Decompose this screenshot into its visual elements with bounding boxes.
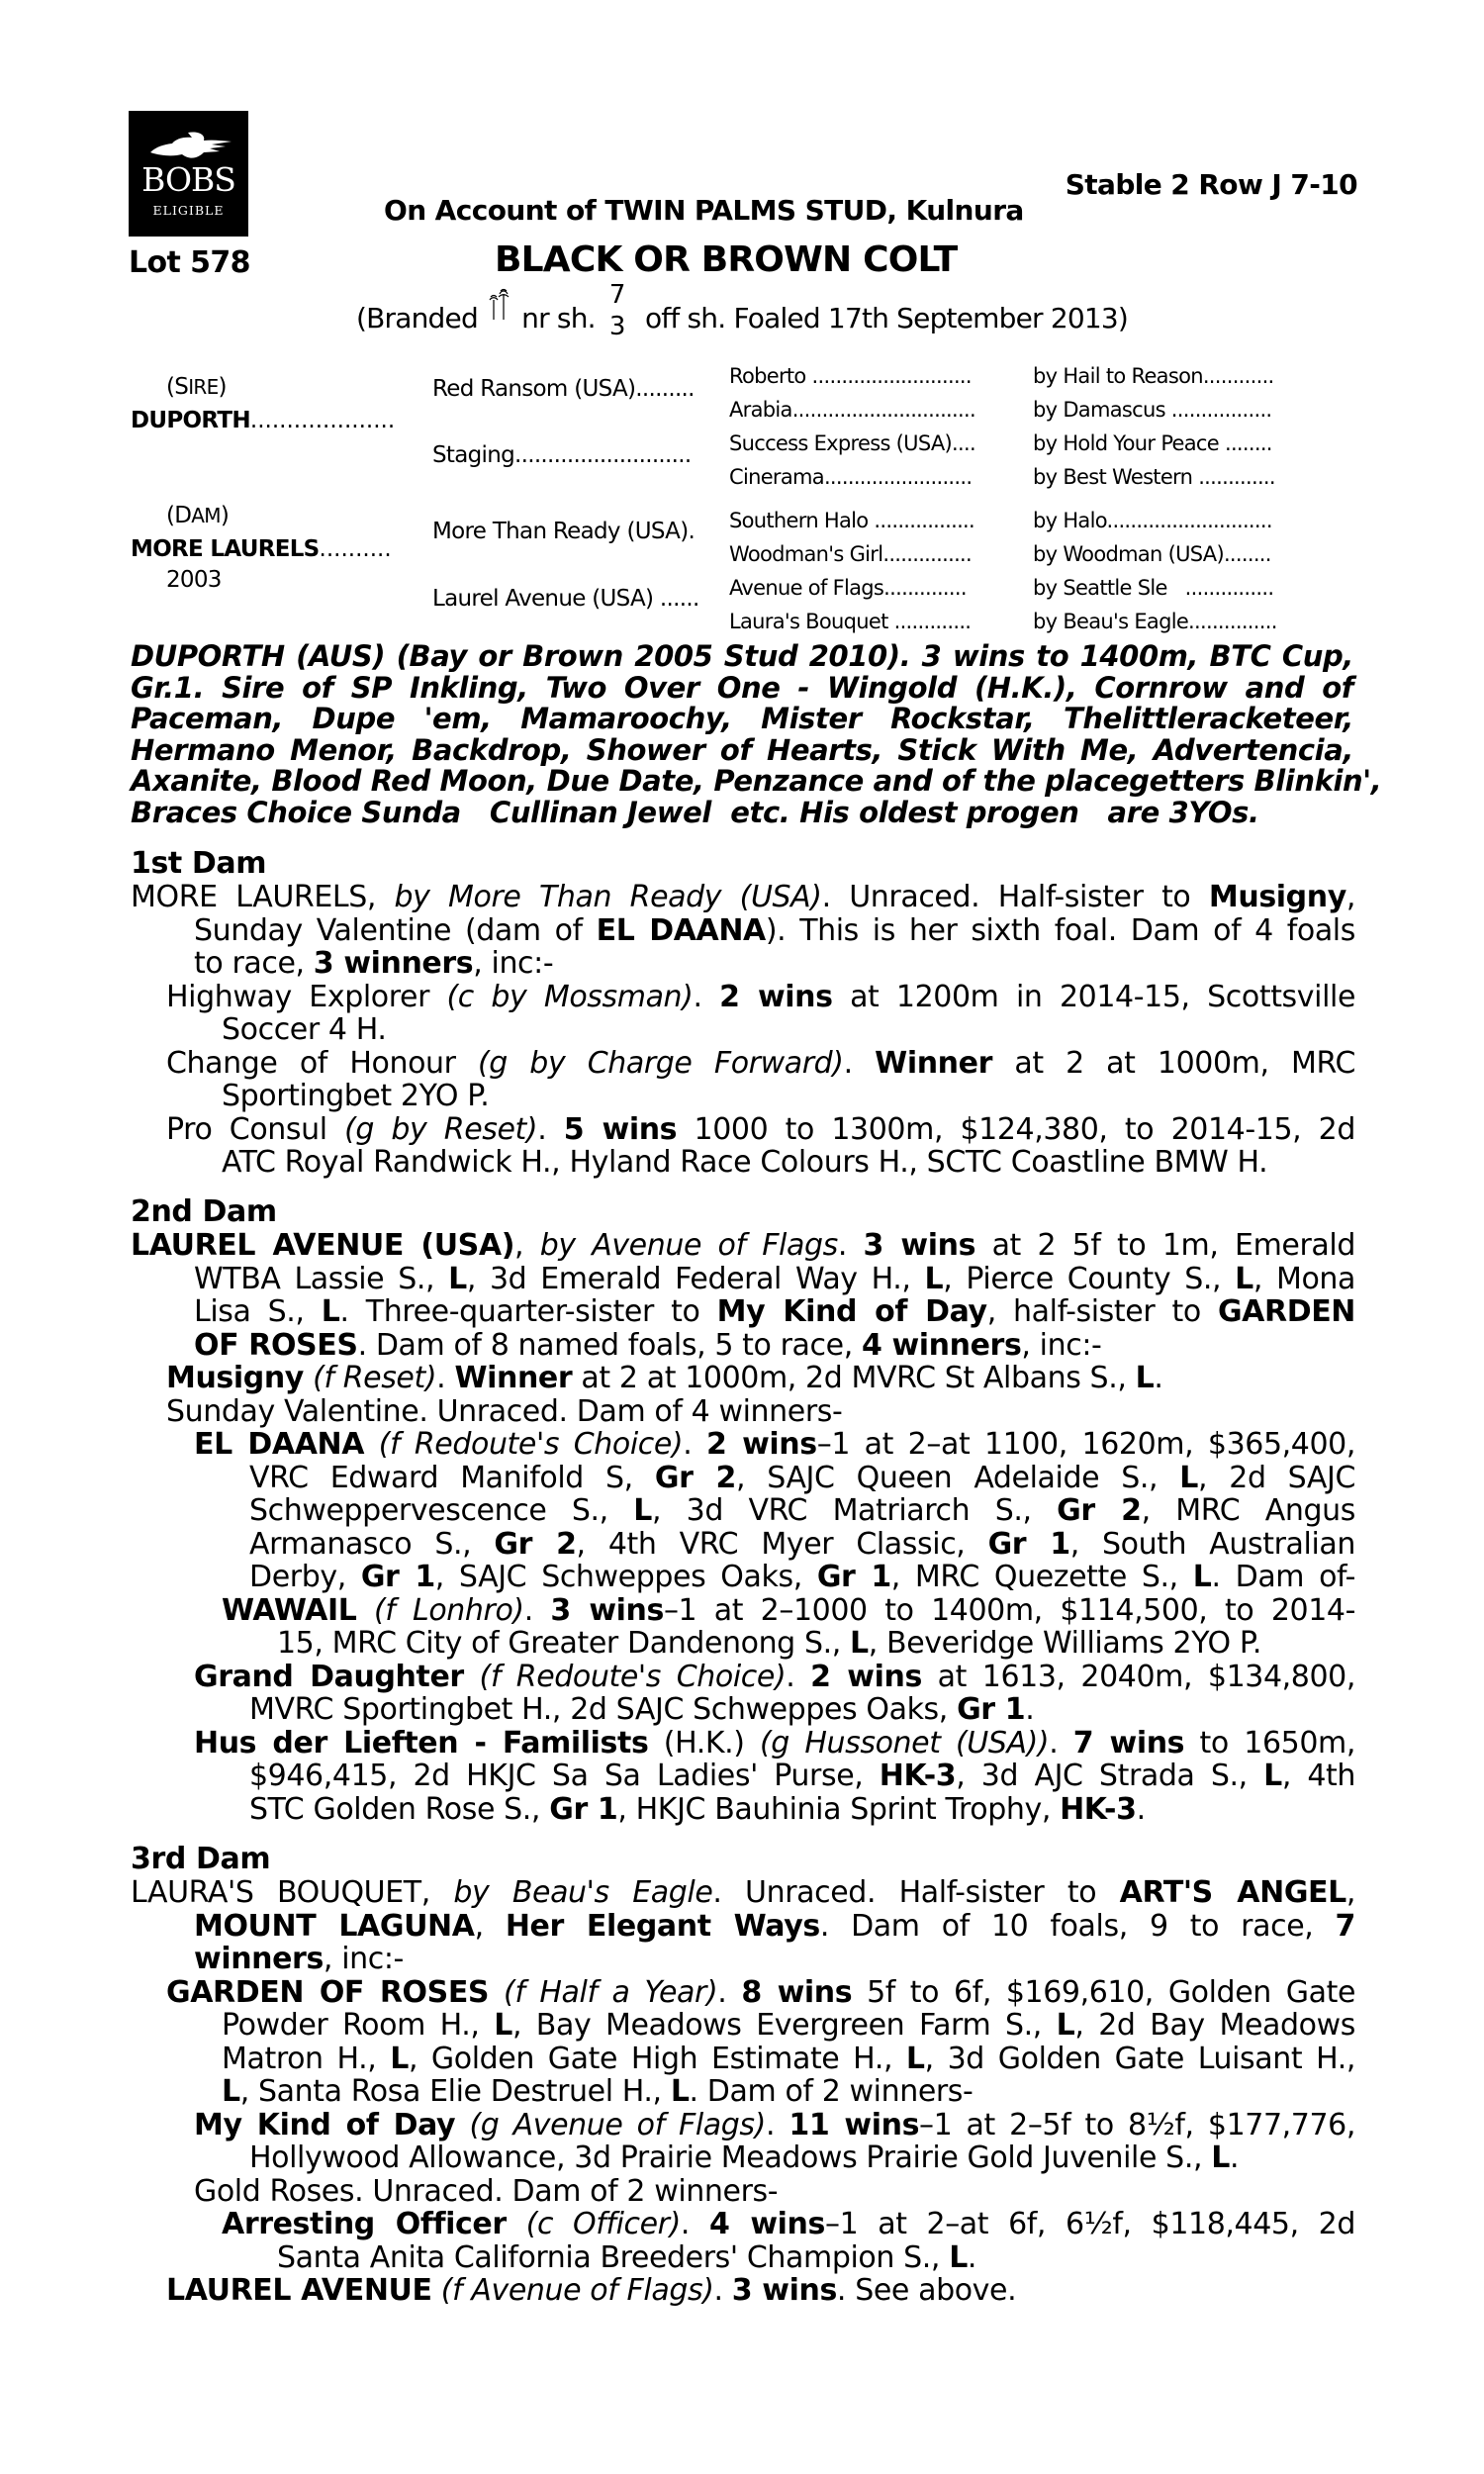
text: . Dam of-	[1211, 1560, 1356, 1594]
text: , 2d SAJC	[1198, 1460, 1356, 1495]
bold-text: 4 wins	[709, 2207, 825, 2241]
text: , MRC Quezette S.,	[890, 1560, 1193, 1594]
text: , 4th VRC Myer Classic,	[576, 1526, 988, 1562]
pedigree-gen3-sire: by Seattle Sle ...............	[1033, 576, 1274, 600]
text: .	[713, 2273, 732, 2308]
text: $946,415, 2d HKJC Sa Sa Ladies' Purse,	[249, 1759, 880, 1793]
bold-text: Hus der Lieften - Familists	[194, 1725, 649, 1760]
bold-text: 7 wins	[1072, 1725, 1185, 1760]
italic-text: (g by Charge Forward)	[477, 1045, 844, 1081]
text: , half-sister to	[986, 1294, 1218, 1329]
entry-line	[131, 2109, 1355, 2142]
bold-text: L	[1263, 1759, 1282, 1793]
text: Highway Explorer	[166, 979, 447, 1014]
pedigree-gen3-ancestor: Arabia...............................	[729, 398, 975, 422]
logo-subtitle-text: ELIGIBLE	[152, 203, 225, 218]
bold-text: Arresting Officer	[222, 2207, 507, 2241]
entry-line	[131, 1047, 1355, 1081]
bold-text: Gr 1	[987, 1526, 1070, 1562]
text: ). This is her sixth foal. Dam of 4 foals	[765, 912, 1355, 948]
brand-prefix: (Branded	[356, 302, 478, 334]
text: ,	[474, 1908, 506, 1944]
text: .	[1229, 2141, 1240, 2175]
entry-line	[131, 2175, 1355, 2209]
twin-palms-brand-icon	[486, 288, 513, 318]
text: ATC Royal Randwick H., Hyland Race Colours H., SCTC Coastline BMW H.	[222, 1145, 1268, 1180]
text	[455, 2108, 469, 2142]
bold-text: 7	[1335, 1908, 1355, 1944]
text: WTBA Lassie S.,	[194, 1261, 449, 1296]
text: ,	[1345, 880, 1355, 914]
bold-text: 8 wins	[741, 1974, 853, 2010]
bold-text: L	[1056, 2008, 1075, 2043]
text: .	[1136, 1791, 1146, 1827]
bold-text: HK-3	[1060, 1791, 1137, 1827]
bold-text: L	[390, 2041, 409, 2076]
text: Powder Room H.,	[222, 2008, 495, 2043]
bold-text: Gr 1	[816, 1560, 891, 1594]
entry-line	[131, 1876, 1355, 1910]
bold-text: L	[924, 1261, 944, 1296]
text: , SAJC Schweppes Oaks,	[434, 1560, 817, 1594]
brand-nearside: nr sh.	[521, 302, 596, 334]
bold-text: Gr 1	[549, 1791, 618, 1827]
bold-text: GARDEN OF ROSES	[166, 1974, 490, 2010]
text: , 2d Bay Meadows	[1074, 2008, 1355, 2043]
text: , Golden Gate High Estimate H.,	[408, 2041, 906, 2076]
sire-summary-line: DUPORTH (AUS) (Bay or Brown 2005 Stud 2010). 3 wins to 1400m, BTC Cup,	[131, 639, 1353, 673]
brand-foaled: off sh. Foaled 17th September 2013)	[644, 302, 1129, 334]
section-heading: 1st Dam	[131, 846, 267, 881]
text: Armanasco S.,	[249, 1526, 495, 1562]
bold-text: Gr 2	[494, 1526, 577, 1562]
text: –1 at 2–5f to 8½f, $177,776,	[919, 2107, 1356, 2142]
text: . Three-quarter-sister to	[339, 1294, 717, 1329]
entry-line	[131, 1976, 1355, 2010]
entry-line	[131, 1263, 1355, 1296]
sire-summary-line: Hermano Menor, Backdrop, Shower of Hearts, Stick With Me, Advertencia,	[131, 732, 1353, 767]
text: , inc:-	[1021, 1327, 1102, 1363]
text	[364, 1427, 379, 1462]
italic-text: (g by Reset)	[344, 1111, 538, 1147]
sire-summary	[131, 639, 1382, 829]
text: , 3d Emerald Federal Way H.,	[466, 1261, 925, 1296]
text: Sunday Valentine (dam of	[194, 912, 597, 948]
pedigree-gen2-4: Laurel Avenue (USA) ......	[432, 586, 699, 612]
text: .	[683, 1427, 707, 1462]
second-dam-section	[131, 1195, 1355, 1826]
text	[507, 2207, 526, 2241]
bold-text: 2 wins	[719, 979, 833, 1014]
italic-text: (f Redoute's Choice)	[378, 1427, 684, 1462]
pedigree-gen3-sire: by Hold Your Peace ........	[1033, 431, 1272, 455]
bold-text: My Kind of Day	[194, 2107, 456, 2142]
sire-label: (SIRE)	[166, 374, 227, 400]
text: , inc:-	[473, 946, 554, 981]
text	[356, 1593, 374, 1628]
bold-text: EL DAANA	[194, 1427, 365, 1462]
horse-head-icon	[142, 125, 235, 162]
text	[489, 1975, 504, 2010]
entry-line	[131, 1428, 1355, 1462]
text: LAURA'S BOUQUET,	[131, 1875, 454, 1910]
text: .	[537, 1111, 564, 1147]
bold-text: 3 wins	[863, 1228, 976, 1263]
sire-summary-line: Axanite, Blood Red Moon, Due Date, Penzance and of the placegetters Blinkin',	[131, 764, 1382, 798]
text: ,	[1345, 1875, 1355, 1910]
pedigree-gen3-ancestor: Avenue of Flags..............	[729, 576, 967, 600]
bold-text: 3 wins	[550, 1592, 664, 1628]
italic-text: (f Reset)	[313, 1361, 437, 1395]
text: , Beveridge Williams 2YO P.	[868, 1626, 1261, 1661]
text: STC Golden Rose S.,	[249, 1791, 550, 1827]
bold-text: 5 wins	[563, 1111, 678, 1147]
entry-line	[131, 2274, 1355, 2308]
pedigree-gen3-sire: by Hail to Reason............	[1033, 364, 1274, 388]
bold-text: L	[949, 2239, 968, 2275]
text: Sunday Valentine. Unraced. Dam of 4 winners-	[166, 1393, 843, 1429]
dam-name: MORE LAURELS..........	[131, 536, 392, 562]
bold-text: Her Elegant Ways	[505, 1908, 820, 1944]
entry-line	[131, 1661, 1355, 1694]
entry-line	[131, 2009, 1355, 2043]
entry-line	[131, 1594, 1355, 1628]
italic-text: (c by Mossman)	[446, 979, 694, 1014]
bold-text: L	[850, 1626, 869, 1661]
entry-line	[131, 1080, 1355, 1113]
section-heading: 2nd Dam	[131, 1194, 277, 1229]
entry-line	[131, 1013, 1355, 1047]
bold-text: 4 winners	[861, 1327, 1022, 1363]
entry-line	[131, 1910, 1355, 1944]
bold-text: GARDEN	[1217, 1294, 1355, 1329]
text: .	[1049, 1725, 1073, 1760]
bold-text: 3 winners	[313, 946, 474, 981]
text: Lisa S.,	[194, 1294, 322, 1329]
pedigree-gen3-ancestor: Success Express (USA)....	[729, 431, 975, 455]
text: .	[717, 1974, 742, 2010]
brand-description	[356, 280, 1129, 341]
bold-text: WAWAIL	[222, 1592, 357, 1628]
text: VRC Edward Manifold S,	[249, 1460, 655, 1495]
text: Sportingbet 2YO P.	[222, 1079, 490, 1113]
text: . See above.	[836, 2273, 1017, 2308]
pedigree-gen3-ancestor: Southern Halo .................	[729, 509, 974, 532]
bold-text: L	[1211, 2141, 1230, 2175]
text: Soccer 4 H.	[222, 1012, 387, 1047]
bold-text: winners	[194, 1942, 324, 1976]
italic-text: (f Avenue of Flags)	[440, 2273, 714, 2308]
entry-line	[131, 1793, 1355, 1827]
text: .	[837, 1228, 864, 1263]
text: MORE LAURELS,	[131, 880, 395, 914]
text: . Dam of 2 winners-	[689, 2074, 974, 2109]
bold-text: ART'S ANGEL	[1119, 1875, 1346, 1910]
entry-line	[131, 1229, 1355, 1263]
bold-text: 11 wins	[788, 2107, 920, 2142]
entry-line	[131, 881, 1355, 914]
text: at 1613, 2040m, $134,800,	[921, 1659, 1355, 1694]
italic-text: (g Hussonet (USA))	[760, 1725, 1050, 1760]
text: at 1200m in 2014-15, Scottsville	[832, 979, 1355, 1014]
text: . Unraced. Half-sister to	[821, 880, 1209, 914]
italic-text: (f Lonhro)	[374, 1592, 524, 1628]
text: Change of Honour	[166, 1045, 478, 1081]
pedigree-gen3-sire: by Halo............................	[1033, 509, 1272, 532]
entry-line	[131, 914, 1355, 948]
entry-line	[131, 1362, 1355, 1395]
text: ,	[514, 1228, 540, 1263]
pedigree-gen3-sire: by Damascus .................	[1033, 398, 1272, 422]
entry-line	[131, 2043, 1355, 2076]
text: , MRC Angus	[1141, 1493, 1355, 1528]
text: Gold Roses. Unraced. Dam of 2 winners-	[194, 2173, 779, 2209]
text: . Dam of 10 foals, 9 to race,	[819, 1908, 1336, 1944]
pedigree-gen2-1: Red Ransom (USA).........	[432, 376, 695, 402]
sire-name: DUPORTH....................	[131, 408, 396, 433]
italic-text: by More Than Ready (USA)	[394, 880, 822, 914]
entry-line	[131, 947, 1355, 981]
text: at 2 at 1000m, MRC	[991, 1045, 1355, 1081]
text: 5f to 6f, $169,610, Golden Gate	[852, 1974, 1356, 2010]
stable-location: Stable 2 Row J 7-10	[1065, 168, 1357, 201]
bold-text: Gr 2	[1057, 1493, 1142, 1528]
bold-text: LAUREL AVENUE	[166, 2273, 432, 2308]
text: 15, MRC City of Greater Dandenong S.,	[277, 1626, 851, 1661]
bold-text: Musigny	[166, 1361, 304, 1395]
text: . Dam of 8 named foals, 5 to race,	[357, 1327, 862, 1363]
text: . Unraced. Half-sister to	[712, 1875, 1120, 1910]
text: at 2 5f to 1m, Emerald	[975, 1228, 1355, 1263]
dam-label: (DAM)	[166, 503, 230, 528]
pedigree-gen3-sire: by Best Western .............	[1033, 465, 1275, 489]
italic-text: by Avenue of Flags	[539, 1228, 838, 1263]
text: Matron H.,	[222, 2041, 391, 2076]
bold-text: Grand Daughter	[194, 1659, 464, 1694]
bold-text: L	[1235, 1261, 1253, 1296]
text: , SAJC Queen Adelaide S.,	[736, 1460, 1180, 1495]
text: .	[680, 2207, 710, 2241]
entry-line	[131, 1295, 1355, 1329]
text: to 1650m,	[1184, 1725, 1355, 1760]
entry-line	[131, 1146, 1355, 1180]
entry-line	[131, 1727, 1355, 1760]
text: –1 at 2–at 6f, 6½f, $118,445, 2d	[824, 2207, 1355, 2241]
brand-number-fraction	[603, 280, 629, 341]
italic-text: (f Half a Year)	[504, 1974, 718, 2010]
text: Pro Consul	[166, 1111, 345, 1147]
text: , 3d AJC Strada S.,	[956, 1759, 1264, 1793]
bold-text: L	[1192, 1560, 1212, 1594]
lot-title: BLACK OR BROWN COLT	[495, 239, 958, 280]
bold-text: L	[1179, 1460, 1199, 1495]
text: MVRC Sportingbet H., 2d SAJC Schweppes Oaks,	[249, 1692, 958, 1727]
text	[432, 2273, 441, 2308]
entry-line	[131, 2241, 1355, 2275]
text	[464, 1660, 480, 1694]
text: Derby,	[249, 1560, 361, 1594]
bold-text: L	[1135, 1361, 1155, 1395]
entry-line	[131, 981, 1355, 1014]
lot-number: Lot 578	[129, 245, 250, 280]
text: .	[967, 2239, 977, 2275]
bold-text: 3 wins	[731, 2273, 837, 2308]
pedigree-gen3-ancestor: Cinerama.........................	[729, 465, 973, 489]
bold-text: My Kind of Day	[716, 1294, 987, 1329]
bold-text: EL DAANA	[596, 912, 766, 948]
text: Santa Anita California Breeders' Champion S.,	[277, 2239, 950, 2275]
vendor-account: On Account of TWIN PALMS STUD, Kulnura	[384, 194, 1024, 227]
text: .	[843, 1045, 876, 1081]
text: , 3d VRC Matriarch S.,	[652, 1493, 1058, 1528]
italic-text: (f Redoute's Choice)	[479, 1659, 787, 1694]
pedigree-gen3-ancestor: Woodman's Girl...............	[729, 542, 972, 566]
bold-text: HK-3	[879, 1759, 957, 1793]
text: .	[436, 1361, 455, 1395]
entry-line	[131, 1627, 1355, 1661]
bold-text: Gr 1	[957, 1692, 1026, 1727]
text: , inc:-	[323, 1942, 404, 1976]
text: .	[693, 979, 720, 1014]
entry-line	[131, 1693, 1355, 1727]
entry-line	[131, 1462, 1355, 1495]
pedigree-gen2-3: More Than Ready (USA).	[432, 519, 696, 544]
entry-line	[131, 1760, 1355, 1793]
bold-text: Musigny	[1208, 880, 1346, 914]
text: –1 at 2–at 1100, 1620m, $365,400,	[816, 1427, 1355, 1462]
bold-text: L	[448, 1261, 467, 1296]
text: , South Australian	[1069, 1526, 1356, 1562]
text: .	[786, 1659, 811, 1694]
bold-text: L	[222, 2074, 240, 2109]
text: .	[1025, 1692, 1035, 1727]
text: , 4th	[1281, 1759, 1356, 1793]
entry-line	[131, 1329, 1355, 1363]
bold-text: OF ROSES	[194, 1327, 358, 1363]
third-dam-section	[131, 1843, 1355, 2308]
entry-line	[131, 1561, 1355, 1594]
text: .	[523, 1592, 551, 1628]
text: Schweppervescence S.,	[249, 1493, 634, 1528]
italic-text: (c Officer)	[525, 2207, 681, 2241]
entry-line	[131, 1113, 1355, 1147]
bold-text: Gr 2	[654, 1460, 736, 1495]
entry-line	[131, 1943, 1355, 1976]
text: , 3d Golden Gate Luisant H.,	[924, 2041, 1355, 2076]
pedigree-gen3-ancestor: Laura's Bouquet .............	[729, 610, 972, 633]
bold-text: Winner	[875, 1045, 992, 1081]
text: at 2 at 1000m, 2d MVRC St Albans S.,	[572, 1361, 1136, 1395]
text: , Mona	[1252, 1261, 1355, 1296]
bobs-eligible-logo	[129, 111, 248, 237]
entry-line	[131, 2075, 1355, 2109]
pedigree-gen3-sire: by Beau's Eagle...............	[1033, 610, 1277, 633]
first-dam-section	[131, 847, 1355, 1180]
bold-text: MOUNT LAGUNA	[194, 1908, 475, 1944]
bold-text: 2 wins	[810, 1659, 922, 1694]
text: –1 at 2–1000 to 1400m, $114,500, to 2014-	[663, 1592, 1355, 1628]
text: , Santa Rosa Elie Destruel H.,	[239, 2074, 671, 2109]
sire-summary-line: Braces Choice Sunda Cullinan Jewel etc. His oldest progen are 3YOs.	[131, 795, 1259, 829]
text: (H.K.)	[648, 1725, 760, 1760]
bold-text: L	[321, 1294, 340, 1329]
pedigree-gen2-2: Staging...........................	[432, 442, 692, 468]
bold-text: L	[633, 1493, 652, 1528]
text: .	[1154, 1361, 1163, 1395]
text: , Bay Meadows Evergreen Farm S.,	[511, 2008, 1057, 2043]
bold-text: 2 wins	[706, 1427, 817, 1462]
bold-text: LAUREL AVENUE (USA)	[131, 1228, 515, 1263]
dam-foaling-year: 2003	[166, 567, 222, 593]
entry-line	[131, 2208, 1355, 2241]
text: 1000 to 1300m, $124,380, to 2014-15, 2d	[677, 1111, 1356, 1147]
text: Hollywood Allowance, 3d Prairie Meadows Prairie Gold Juvenile S.,	[249, 2141, 1212, 2175]
italic-text: (g Avenue of Flags)	[469, 2107, 766, 2142]
bold-text: L	[905, 2041, 925, 2076]
sire-summary-line: Paceman, Dupe 'em, Mamaroochy, Mister Rockstar, Thelittleracketeer,	[131, 702, 1353, 735]
sire-summary-line: Gr.1. Sire of SP Inkling, Two Over One - Wingold (H.K.), Cornrow and of	[131, 670, 1353, 705]
section-heading: 3rd Dam	[131, 1842, 271, 1876]
entry-line	[131, 2141, 1355, 2175]
text: .	[765, 2107, 789, 2142]
pedigree-gen3-ancestor: Roberto ...........................	[729, 364, 972, 388]
bold-text: Gr 1	[360, 1560, 435, 1594]
italic-text: by Beau's Eagle	[453, 1875, 713, 1910]
brand-number-top: 7	[608, 280, 625, 310]
pedigree-gen3-sire: by Woodman (USA)........	[1033, 542, 1271, 566]
text	[304, 1361, 313, 1395]
text: , HKJC Bauhinia Sprint Trophy,	[617, 1791, 1061, 1827]
logo-brand-text: BOBS	[141, 160, 235, 199]
text: to race,	[194, 946, 314, 981]
brand-number-bottom: 3	[608, 312, 625, 341]
entry-line	[131, 1494, 1355, 1528]
entry-line	[131, 1528, 1355, 1562]
bold-text: L	[670, 2074, 690, 2109]
bold-text: L	[494, 2008, 512, 2043]
text: , Pierce County S.,	[943, 1261, 1236, 1296]
entry-line	[131, 1395, 1355, 1429]
bold-text: Winner	[454, 1361, 573, 1395]
